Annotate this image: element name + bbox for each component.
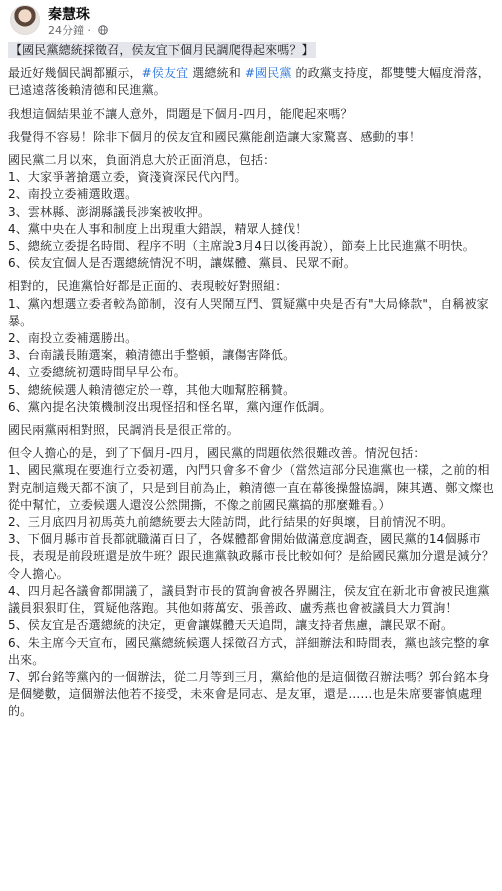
list-item: 6、朱主席今天宣布，國民黨總統候選人採徵召方式，詳細辦法和時間表，黨也該完整的拿出來。 bbox=[8, 635, 490, 667]
list-item: 4、立委總統初選時間早早公布。 bbox=[8, 365, 186, 380]
list-item: 5、總統立委提名時間、程序不明（主席說3月4日以後再說），節奏上比民進黨不明快。 bbox=[8, 239, 475, 254]
list-item: 3、雲林縣、澎湖縣議長涉案被收押。 bbox=[8, 204, 211, 219]
hashtag-hou[interactable]: #侯友宜 bbox=[141, 66, 189, 81]
paragraph-3: 我覺得不容易！除非下個月的侯友宜和國民黨能創造讓大家驚喜、感動的事！ bbox=[8, 129, 422, 144]
paragraph-kmt-negatives bbox=[8, 152, 496, 272]
paragraph-2: 我想這個結果並不讓人意外，問題是下個月-四月，能爬起來嗎？ bbox=[8, 106, 353, 121]
intro-paragraph bbox=[8, 65, 496, 99]
globe-icon[interactable] bbox=[98, 25, 108, 35]
list-item: 7、郭台銘等黨內的一個辦法，從二月等到三月，黨給他的是這個徵召辦法嗎？郭台銘本身是個變數，這個辦法他若不接受，未來會是同志、是友軍，還是……也是朱席要審慎處理的。 bbox=[8, 669, 490, 719]
list-item: 5、總統候選人賴清德定於一尊，其他大咖幫腔稱贊。 bbox=[8, 382, 296, 397]
list-intro: 但令人擔心的是，到了下個月-四月，國民黨的問題依然很難改善。情況包括： bbox=[8, 446, 426, 461]
list-intro: 相對的，民進黨恰好都是正面的、表現較好對照組： bbox=[8, 279, 288, 294]
intro-text-2: 選總統和 bbox=[188, 66, 245, 81]
intro-text-1: 最近好幾個民調都顯示， bbox=[8, 66, 142, 81]
post-body bbox=[8, 42, 496, 727]
paragraph-6: 國民兩黨兩相對照，民調消長是很正常的。 bbox=[8, 423, 239, 438]
list-item: 2、南投立委補選勝出。 bbox=[8, 331, 138, 346]
list-intro: 國民黨二月以來，負面消息大於正面消息，包括： bbox=[8, 153, 276, 168]
list-item: 6、黨內提名決策機制沒出現怪招和怪名單，黨內運作低調。 bbox=[8, 399, 332, 414]
list-item: 1、國民黨現在要進行立委初選，內鬥只會多不會少（當然這部分民進黨也一樣，之前的相對克制這幾天都不演了，只是到目前為止，賴清德一直在幕後操盤協調，陳其邁、鄭文燦也從中幫忙，立委候選人還沒公然開撕，不像之前國民黨搞的那麼難看。） bbox=[8, 463, 495, 512]
list-item: 1、大家爭著搶選立委，資淺資深民代內鬥。 bbox=[8, 170, 247, 185]
list-item: 2、南投立委補選敗選。 bbox=[8, 187, 138, 202]
list-item: 6、侯友宜個人是否選總統情況不明，讓媒體、黨員、民眾不耐。 bbox=[8, 256, 356, 271]
list-item: 3、台南議長賄選案，賴清德出手整頓，讓傷害降低。 bbox=[8, 348, 296, 363]
meta-separator: · bbox=[87, 24, 91, 37]
list-item: 4、黨中央在人事和制度上出現重大錯誤，精眾人撻伐！ bbox=[8, 221, 308, 236]
post-title: 【國民黨總統採徵召，侯友宜下個月民調爬得起來嗎？】 bbox=[10, 43, 314, 57]
post-time[interactable]: 24分鐘 bbox=[48, 24, 84, 37]
list-item: 4、四月起各議會都開議了，議員對市長的質詢會被各界關注，侯友宜在新北市會被民進黨議員狠狠盯住，質疑他落跑。其他如蔣萬安、張善政、盧秀燕也會被議員大力質詢！ bbox=[8, 583, 490, 616]
list-item: 2、三月底四月初馬英九前總統要去大陸訪問，此行結果的好與壞，目前情況不明。 bbox=[8, 515, 454, 530]
avatar[interactable] bbox=[10, 5, 40, 35]
hashtag-kmt[interactable]: #國民黨 bbox=[244, 66, 292, 81]
intro-text-3: 的政黨支持度，都雙雙大幅度滑落，已遠遠落後賴清德和民進黨。 bbox=[8, 66, 490, 98]
list-item: 5、侯友宜是否選總統的決定，更會讓媒體天天追問，讓支持者焦慮，讓民眾不耐。 bbox=[8, 618, 454, 633]
list-item: 1、黨內想選立委者較為節制，沒有人哭鬧互鬥、質疑黨中央是否有"大局條款"，自稱被家暴。 bbox=[8, 296, 489, 328]
list-item: 3、下個月縣市首長都就職滿百日了，各媒體都會開始做滿意度調查，國民黨的14個縣市長，表現是前段班還是放牛班？跟民進黨執政縣市長比較如何？是給國民黨加分還是減分？令人擔心。 bbox=[8, 532, 495, 581]
post-title-paragraph bbox=[8, 42, 496, 59]
post-header bbox=[6, 2, 496, 40]
post-meta bbox=[48, 22, 108, 38]
paragraph-concerns bbox=[8, 445, 496, 720]
author-name[interactable]: 秦慧珠 bbox=[48, 7, 90, 23]
paragraph-dpp-positives bbox=[8, 278, 496, 416]
